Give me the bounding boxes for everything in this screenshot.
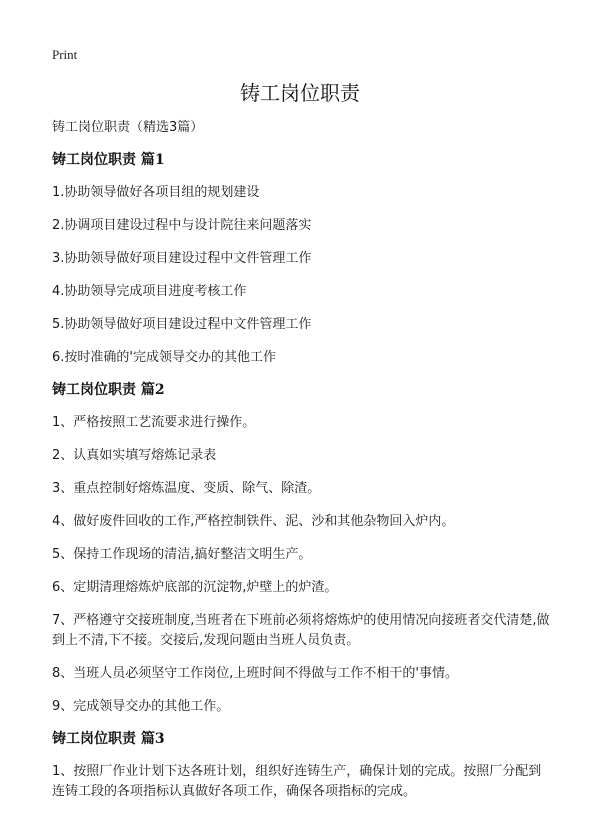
- list-item: 2、认真如实填写熔炼记录表: [52, 448, 217, 463]
- list-item: 5、保持工作现场的清洁,搞好整洁文明生产。: [52, 547, 312, 562]
- list-item: 3.协助领导做好项目建设过程中文件管理工作: [52, 251, 312, 266]
- list-item: 4.协助领导完成项目进度考核工作: [52, 284, 247, 299]
- document-body: [52, 119, 552, 815]
- list-item: 8、当班人员必须坚守工作岗位,上班时间不得做与工作不相干的'事情。: [52, 666, 458, 681]
- list-item: 3、重点控制好熔炼温度、变质、除气、除渣。: [52, 481, 321, 496]
- section-2: [52, 381, 552, 717]
- section-heading: 铸工岗位职责 篇3: [52, 731, 165, 747]
- list-item: 6.按时准确的'完成领导交办的其他工作: [52, 350, 276, 365]
- list-item: 1、严格按照工艺流要求进行操作。: [52, 415, 256, 430]
- page-title: 铸工岗位职责: [240, 81, 360, 105]
- list-item: 2.协调项目建设过程中与设计院往来问题落实: [52, 218, 312, 233]
- list-item: 6、定期清理熔炼炉底部的沉淀物,炉壁上的炉渣。: [52, 580, 338, 595]
- list-item: 7、严格遵守交接班制度,当班者在下班前必须将熔炼炉的使用情况向接班者交代清楚,做到上不清,下不接。交接后,发现问题由当班人员负责。: [52, 613, 550, 648]
- list-item: 9、完成领导交办的其他工作。: [52, 699, 230, 714]
- print-link[interactable]: Print: [52, 47, 78, 62]
- section-3: [52, 730, 552, 802]
- list-item: 1、按照厂作业计划下达各班计划，组织好连铸生产，确保计划的完成。按照厂分配到连铸工段的各项指标认真做好各项工作，确保各项指标的完成。: [52, 764, 542, 799]
- section-heading: 铸工岗位职责 篇2: [52, 382, 165, 398]
- list-item: 4、做好废件回收的工作,严格控制铁件、泥、沙和其他杂物回入炉内。: [52, 514, 455, 529]
- section-heading: 铸工岗位职责 篇1: [52, 152, 165, 168]
- list-item: 5.协助领导做好项目建设过程中文件管理工作: [52, 317, 312, 332]
- list-item: 1.协助领导做好各项目组的规划建设: [52, 185, 260, 200]
- section-1: [52, 151, 552, 368]
- document-subtitle: 铸工岗位职责（精选3篇）: [52, 120, 204, 135]
